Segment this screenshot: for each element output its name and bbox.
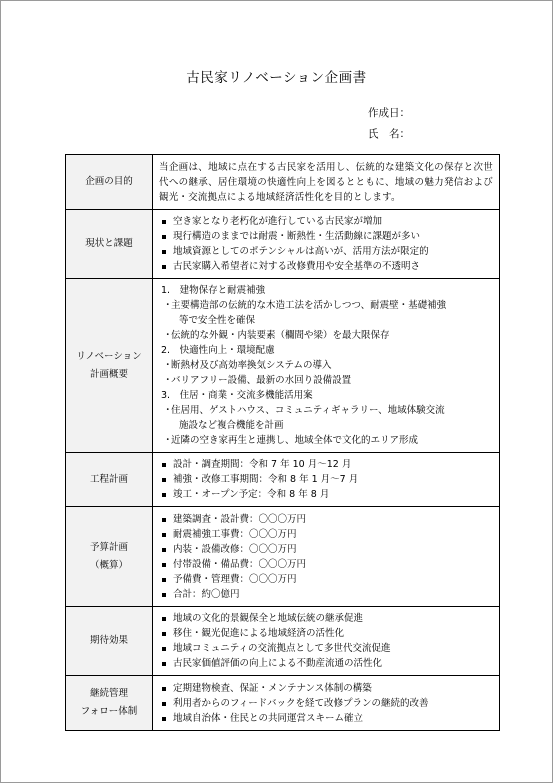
followup-list	[159, 681, 493, 726]
body-followup	[153, 676, 500, 731]
list-item: 利用者からのフィードバックを経て改修プランの継続的改善	[159, 696, 493, 711]
sub-item-text: 住居用、ゲストハウス、コミュニティギャラリー、地域体験交流	[171, 405, 445, 416]
sub-item-continuation: 等で安全性を確保	[179, 315, 256, 326]
sub-item-text: 近隣の空き家再生と連携し、地域全体で文化的エリア形成	[171, 435, 419, 446]
list-item: 地域コミュニティの交流拠点として多世代交流促進	[159, 641, 493, 656]
list-item: 定期建物検査、保証・メンテナンス体制の構築	[159, 681, 493, 696]
body-budget	[153, 507, 500, 607]
row-budget	[66, 507, 500, 607]
current-list	[159, 214, 493, 274]
list-item: 内装・設備改修：〇〇〇万円	[159, 542, 493, 557]
list-item: 予備費・管理費：〇〇〇万円	[159, 572, 493, 587]
row-schedule	[66, 453, 500, 507]
list-item: 合計：約〇億円	[159, 587, 493, 602]
author-name-label: 氏 名：	[368, 128, 410, 140]
label-schedule: 工程計画	[66, 453, 153, 507]
list-item: 耐震補強工事費：〇〇〇万円	[159, 527, 493, 542]
label-followup-line-2: フォロー体制	[80, 706, 138, 717]
renovation-heading-1: 1. 建物保存と耐震補強	[161, 285, 266, 296]
list-item: 空き家となり老朽化が進行している古民家が増加	[159, 214, 493, 229]
renovation-sub-item	[159, 403, 493, 433]
created-date-label: 作成日：	[368, 107, 410, 119]
plan-table	[65, 154, 500, 731]
effects-list	[159, 611, 493, 671]
label-effects: 期待効果	[66, 607, 153, 676]
sub-bullet: ・	[163, 360, 173, 371]
label-followup	[66, 676, 153, 731]
sub-bullet: ・	[163, 405, 173, 416]
row-renovation	[66, 279, 500, 453]
list-item: 建築調査・設計費：〇〇〇万円	[159, 512, 493, 527]
list-item: 古民家価値評価の向上による不動産流通の活性化	[159, 656, 493, 671]
schedule-list	[159, 457, 493, 502]
list-item: 移住・観光促進による地域経済の活性化	[159, 626, 493, 641]
list-item: 古民家購入希望者に対する改修費用や安全基準の不透明さ	[159, 259, 493, 274]
renovation-sub-item	[159, 433, 493, 448]
sub-item-text: 主要構造部の伝統的な木造工法を活かしつつ、耐震壁・基礎補強	[171, 300, 447, 311]
label-renovation-line-2: 計画概要	[89, 368, 128, 380]
purpose-text: 当企画は、地域に点在する古民家を活用し、伝統的な建築文化の保存と次世代への継承、居住環境の快適性向上を図るとともに、地域の魅力発信および観光・交流拠点による地域経済活性化を目的とします。	[159, 161, 493, 203]
sub-item-text: 断熱材及び高効率換気システムの導入	[171, 360, 332, 371]
body-effects	[153, 607, 500, 676]
row-current	[66, 210, 500, 279]
renovation-sub-item	[159, 358, 493, 373]
sub-item-text: バリアフリー設備、最新の水回り設備設置	[171, 375, 352, 386]
label-followup-line-1: 継続管理	[89, 688, 128, 699]
list-item: 現行構造のままでは耐震・断熱性・生活動線に課題が多い	[159, 229, 493, 244]
label-renovation-line-1: リノベーション	[76, 350, 142, 362]
renovation-sub-item	[159, 328, 493, 343]
renovation-heading-3: 3. 住居・商業・交流多機能活用案	[161, 390, 313, 401]
sub-bullet: ・	[163, 435, 173, 446]
renovation-heading-2: 2. 快適性向上・環境配慮	[161, 345, 275, 356]
label-budget-line-1: 予算計画	[89, 541, 128, 553]
row-purpose	[66, 155, 500, 210]
list-item: 補強・改修工事期間：令和 8 年 1 月～7 月	[159, 472, 493, 487]
label-renovation	[66, 279, 153, 453]
sub-bullet: ・	[163, 375, 173, 386]
list-item: 設計・調査期間：令和 7 年 10 月～12 月	[159, 457, 493, 472]
renovation-sub-item	[159, 298, 493, 328]
body-purpose	[153, 155, 500, 210]
body-current	[153, 210, 500, 279]
list-item: 地域資源としてのポテンシャルは高いが、活用方法が限定的	[159, 244, 493, 259]
sub-bullet: ・	[163, 330, 173, 341]
document-title: 古民家リノベーション企画書	[186, 70, 367, 86]
list-item: 竣工・オープン予定：令和 8 年 8 月	[159, 487, 493, 502]
body-renovation	[153, 279, 500, 453]
label-purpose: 企画の目的	[66, 155, 153, 210]
list-item: 地域自治体・住民との共同運営スキーム確立	[159, 711, 493, 726]
sub-item-text: 伝統的な外観・内装要素（欄間や梁）を最大限保存	[171, 330, 390, 341]
list-item: 地域の文化的景観保全と地域伝統の継承促進	[159, 611, 493, 626]
renovation-sub-item	[159, 373, 493, 388]
row-followup	[66, 676, 500, 731]
body-schedule	[153, 453, 500, 507]
label-budget-line-2: （概算）	[89, 559, 128, 571]
row-effects	[66, 607, 500, 676]
sub-bullet: ・	[163, 300, 173, 311]
label-current: 現状と課題	[66, 210, 153, 279]
label-budget	[66, 507, 153, 607]
sub-item-continuation: 施設など複合機能を計画	[179, 420, 284, 431]
budget-list	[159, 512, 493, 602]
list-item: 付帯設備・備品費：〇〇〇万円	[159, 557, 493, 572]
